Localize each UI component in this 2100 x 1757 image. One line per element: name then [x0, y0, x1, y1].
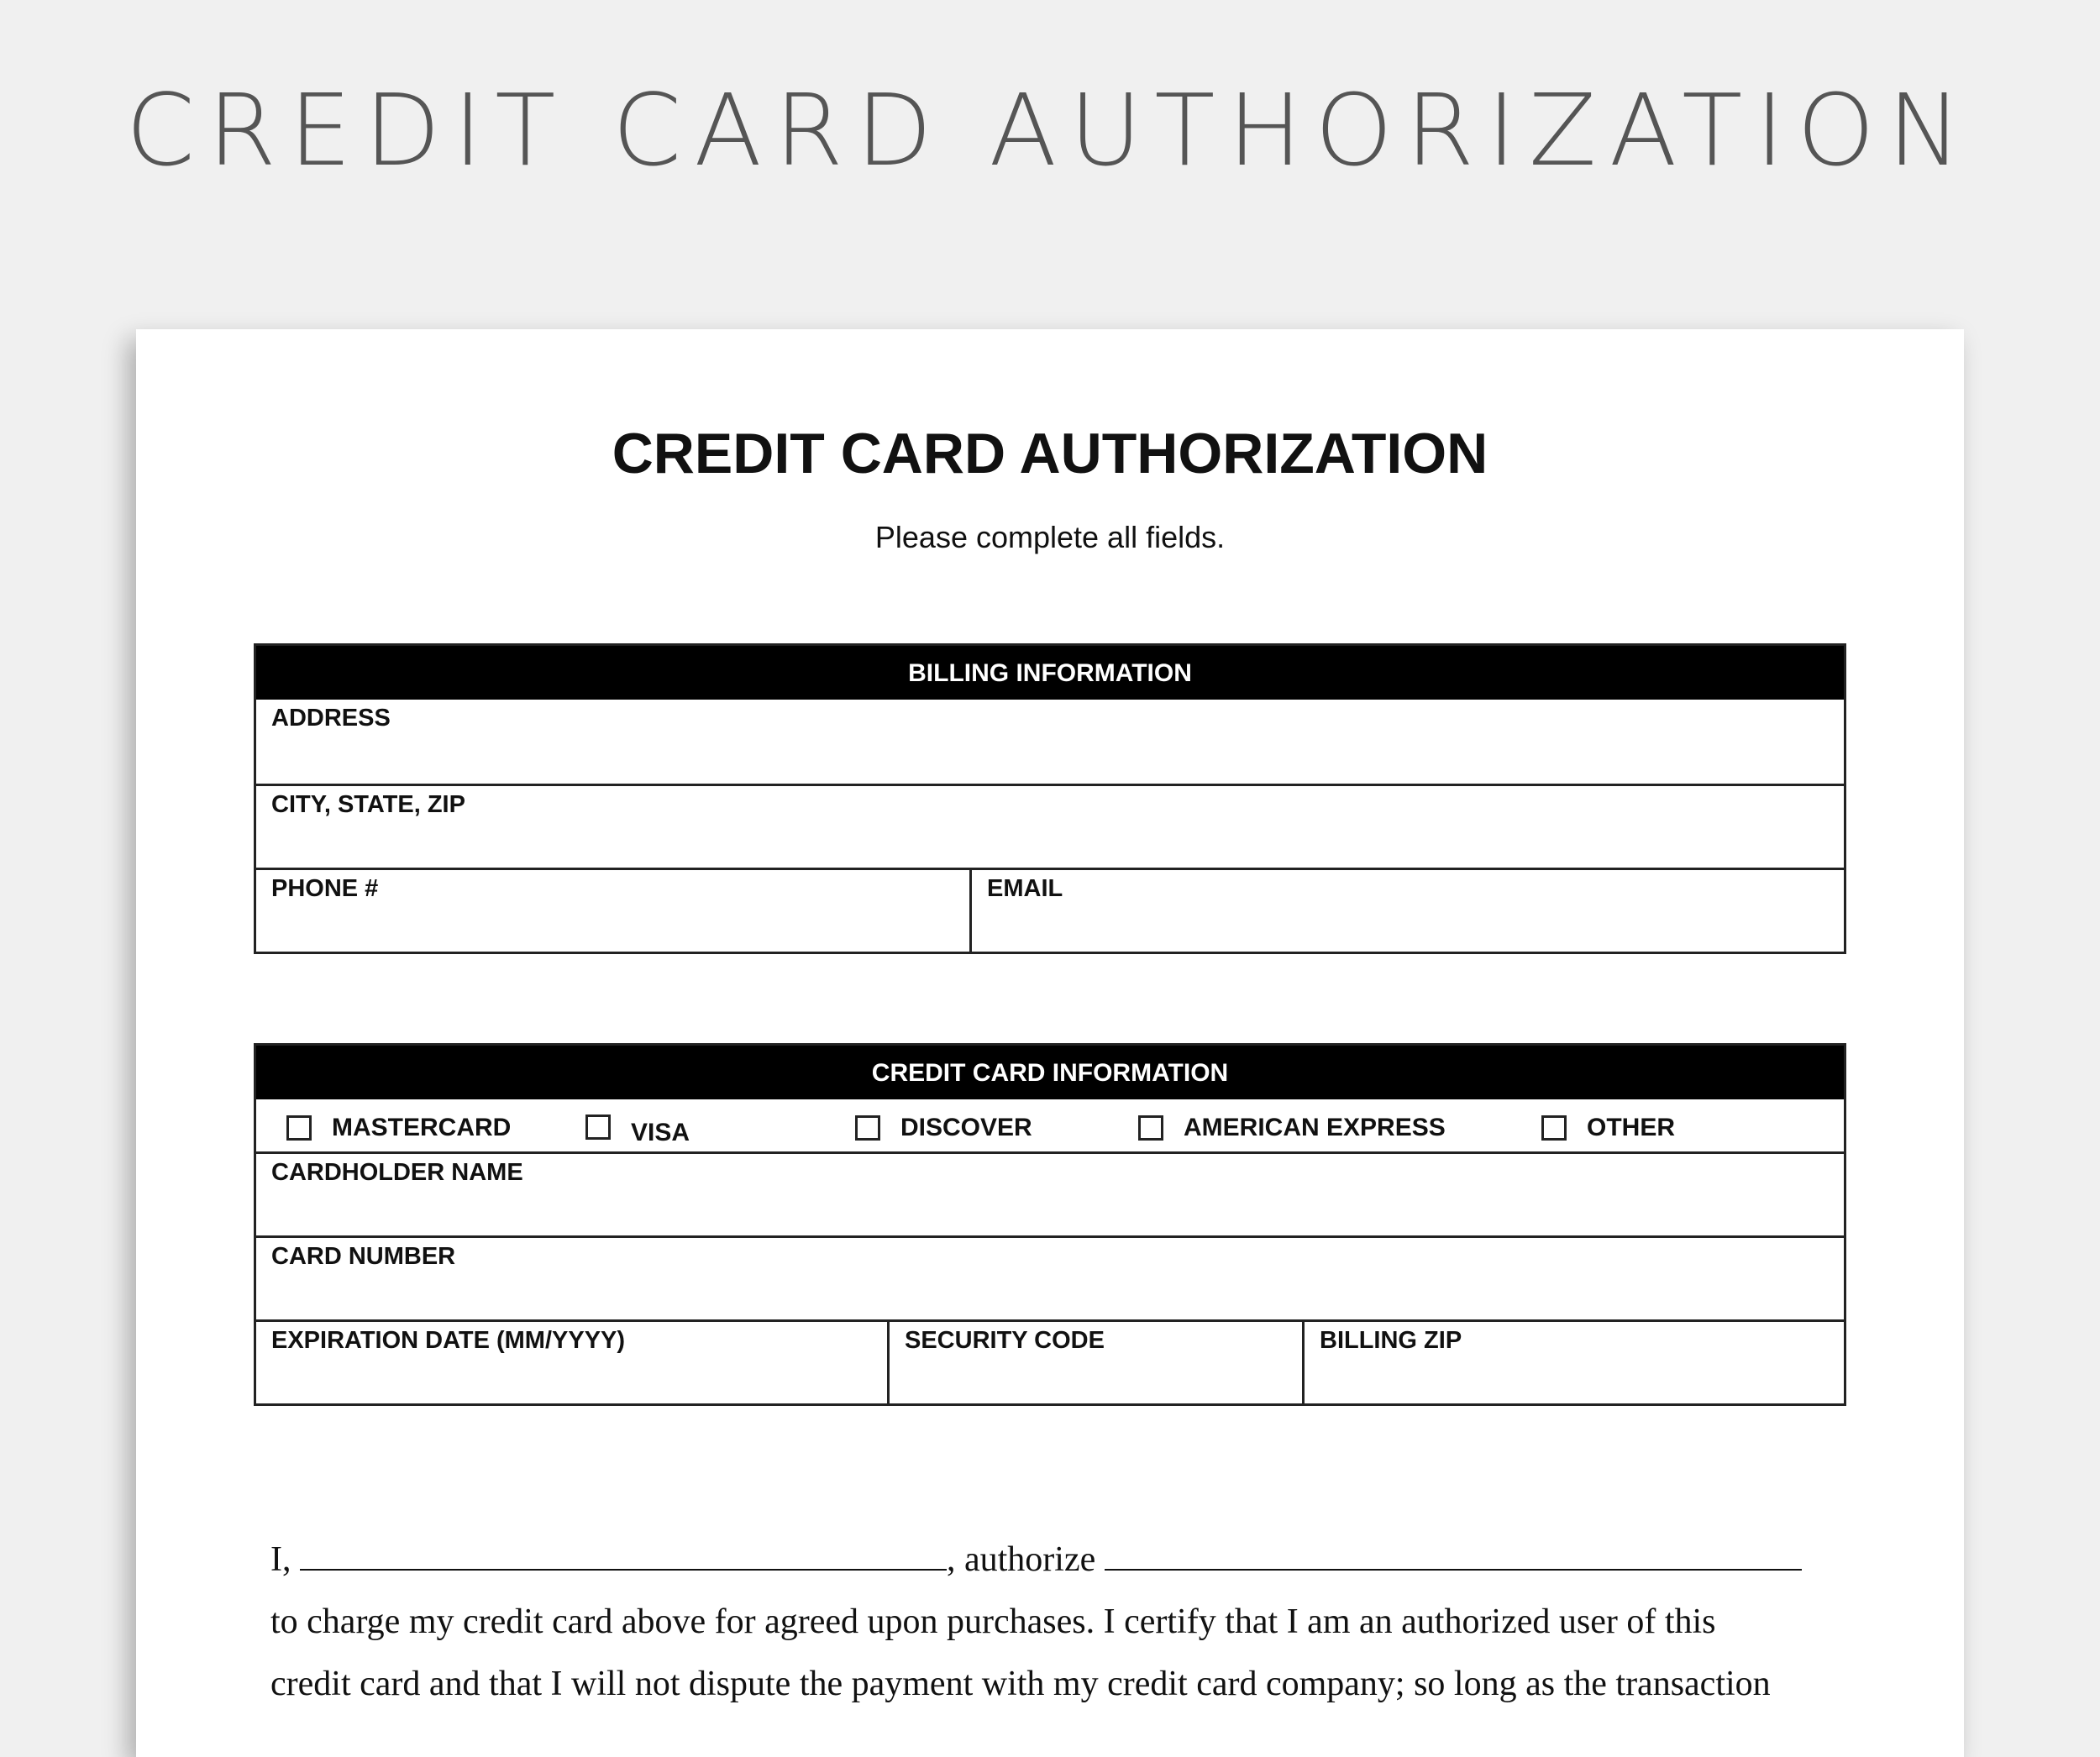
billing-zip-field[interactable]	[1302, 1322, 1844, 1403]
billing-zip-label: BILLING ZIP	[1320, 1327, 1462, 1354]
american-express-checkbox[interactable]	[1138, 1115, 1163, 1141]
phone-label: PHONE #	[271, 875, 379, 902]
card-type-row	[256, 1099, 1844, 1151]
email-field[interactable]	[969, 870, 1844, 952]
email-label: EMAIL	[987, 875, 1063, 902]
document-subtitle: Please complete all fields.	[874, 520, 1226, 554]
card-number-field[interactable]	[256, 1238, 1844, 1319]
cardholder-row	[256, 1151, 1844, 1235]
security-code-field[interactable]	[887, 1322, 1302, 1403]
statement-line-1	[270, 1529, 1866, 1591]
card-type-discover[interactable]	[855, 1114, 1032, 1142]
cardholder-name-field[interactable]	[256, 1154, 1844, 1235]
mastercard-label: MASTERCARD	[332, 1114, 512, 1141]
american-express-label: AMERICAN EXPRESS	[1184, 1114, 1446, 1141]
address-row	[256, 700, 1844, 784]
statement-prefix: I,	[270, 1540, 291, 1579]
form-page	[136, 329, 1964, 1757]
card-number-row	[256, 1235, 1844, 1319]
statement-authorize: , authorize	[947, 1540, 1096, 1579]
city-state-zip-field[interactable]	[256, 786, 1844, 868]
statement-line-3: credit card and that I will not dispute the payment with my credit card company; so long as the transaction	[270, 1665, 1771, 1703]
expiration-date-field[interactable]	[256, 1322, 887, 1403]
discover-checkbox[interactable]	[855, 1115, 880, 1141]
expiration-date-label: EXPIRATION DATE (MM/YYYY)	[271, 1327, 626, 1354]
other-label: OTHER	[1587, 1114, 1675, 1141]
statement-line-2: to charge my credit card above for agreed upon purchases. I certify that I am an authorized user of this	[270, 1602, 1716, 1641]
address-field[interactable]	[256, 700, 1844, 784]
visa-label: VISA	[631, 1119, 690, 1146]
card-details-row	[256, 1319, 1844, 1403]
cardholder-name-blank[interactable]	[300, 1540, 947, 1571]
credit-card-information-table	[254, 1043, 1846, 1406]
billing-information-table	[254, 643, 1846, 954]
cardholder-name-label: CARDHOLDER NAME	[271, 1159, 523, 1186]
address-label: ADDRESS	[271, 705, 391, 732]
card-number-label: CARD NUMBER	[271, 1243, 456, 1270]
mastercard-checkbox[interactable]	[286, 1115, 312, 1141]
authorization-statement	[270, 1529, 1866, 1715]
merchant-name-blank[interactable]	[1105, 1540, 1802, 1571]
card-type-mastercard[interactable]	[286, 1114, 511, 1142]
contact-row	[256, 868, 1844, 952]
other-checkbox[interactable]	[1541, 1115, 1567, 1141]
document-title: CREDIT CARD AUTHORIZATION	[612, 422, 1488, 485]
city-state-zip-label: CITY, STATE, ZIP	[271, 791, 465, 818]
credit-card-information-header: CREDIT CARD INFORMATION	[256, 1046, 1844, 1099]
visa-checkbox[interactable]	[585, 1115, 611, 1140]
billing-information-header: BILLING INFORMATION	[256, 646, 1844, 700]
security-code-label: SECURITY CODE	[905, 1327, 1105, 1354]
card-type-other[interactable]	[1541, 1114, 1675, 1142]
card-type-american-express[interactable]	[1138, 1114, 1446, 1142]
discover-label: DISCOVER	[900, 1114, 1032, 1141]
city-row	[256, 784, 1844, 868]
card-type-visa[interactable]	[585, 1107, 690, 1147]
phone-field[interactable]	[256, 870, 969, 952]
banner-title: CREDIT CARD AUTHORIZATION	[125, 72, 1975, 188]
